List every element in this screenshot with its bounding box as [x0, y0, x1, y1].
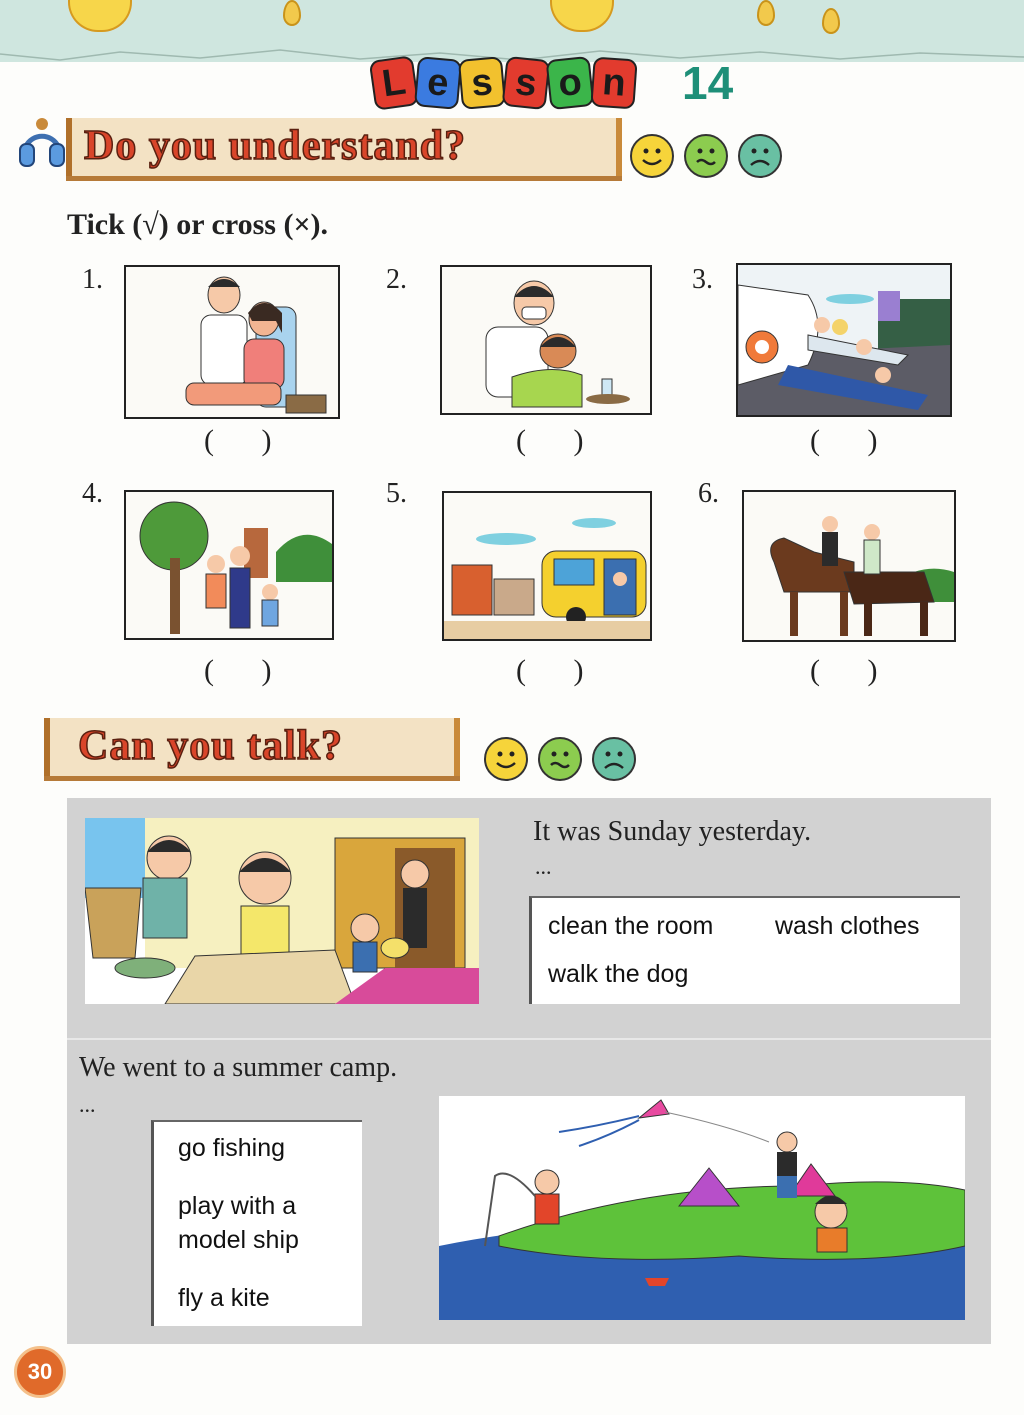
sentence-summer-camp: We went to a summer camp.: [79, 1052, 398, 1083]
answer-parentheses[interactable]: ( ): [810, 424, 898, 457]
happy-face-icon: [484, 737, 528, 781]
raindrop-icon: [822, 8, 840, 34]
page-number: 30: [14, 1346, 66, 1398]
lesson-letter: s: [502, 56, 551, 110]
chores-phrase-box: [529, 896, 960, 1004]
phrase-wash-clothes: wash clothes: [775, 912, 920, 940]
neutral-face-icon: [684, 134, 728, 178]
answer-parentheses[interactable]: ( ): [516, 654, 604, 687]
horse-riding-picture: [742, 490, 956, 642]
phrase-play-model-ship-line1: play with a: [178, 1192, 297, 1220]
talk-practice-panel: [67, 798, 991, 1344]
item-number: 5.: [386, 478, 407, 509]
sad-face-icon: [592, 737, 636, 781]
item-number: 6.: [698, 478, 719, 509]
talk-section-title: Can you talk?: [78, 723, 344, 769]
lesson-letter: s: [458, 56, 506, 110]
ellipsis: ...: [535, 854, 552, 879]
answer-parentheses[interactable]: ( ): [204, 654, 292, 687]
lesson-letter: L: [369, 55, 420, 111]
phrase-fly-kite: fly a kite: [178, 1284, 270, 1312]
ellipsis: ...: [79, 1092, 96, 1117]
dentist-boy-picture: [440, 265, 652, 415]
raindrop-icon: [757, 0, 775, 26]
airplane-picture: [736, 263, 952, 417]
lesson-number: 14: [682, 57, 734, 109]
summer-camp-picture: [439, 1096, 965, 1320]
talk-section-banner: [44, 718, 460, 776]
household-chores-picture: [85, 818, 479, 1004]
lesson-letter: o: [546, 56, 595, 110]
understand-section-title: Do you understand?: [84, 123, 467, 169]
instruction-text: Tick (√) or cross (×).: [67, 208, 329, 241]
headphones-icon: [18, 116, 66, 178]
family-park-picture: [124, 490, 334, 640]
phrase-play-model-ship-line2: model ship: [178, 1226, 299, 1254]
phrase-go-fishing: go fishing: [178, 1134, 286, 1162]
happy-face-icon: [630, 134, 674, 178]
item-number: 2.: [386, 264, 407, 295]
sad-face-icon: [738, 134, 782, 178]
answer-parentheses[interactable]: ( ): [810, 654, 898, 687]
phrase-clean-room: clean the room: [548, 912, 714, 940]
sentence-sunday: It was Sunday yesterday.: [533, 816, 812, 847]
item-number: 4.: [82, 478, 103, 509]
raindrop-icon: [283, 0, 301, 26]
neutral-face-icon: [538, 737, 582, 781]
understand-section-banner: [66, 118, 622, 176]
item-number: 1.: [82, 264, 103, 295]
answer-parentheses[interactable]: ( ): [204, 424, 292, 457]
lesson-letter: n: [590, 57, 637, 110]
item-number: 3.: [692, 264, 713, 295]
bus-picture: [442, 491, 652, 641]
lesson-letter: e: [414, 56, 462, 110]
phrase-walk-dog: walk the dog: [548, 960, 689, 988]
dentist-woman-picture: [124, 265, 340, 419]
camp-phrase-box: [151, 1120, 362, 1326]
answer-parentheses[interactable]: ( ): [516, 424, 604, 457]
panel-divider: [67, 1038, 991, 1040]
